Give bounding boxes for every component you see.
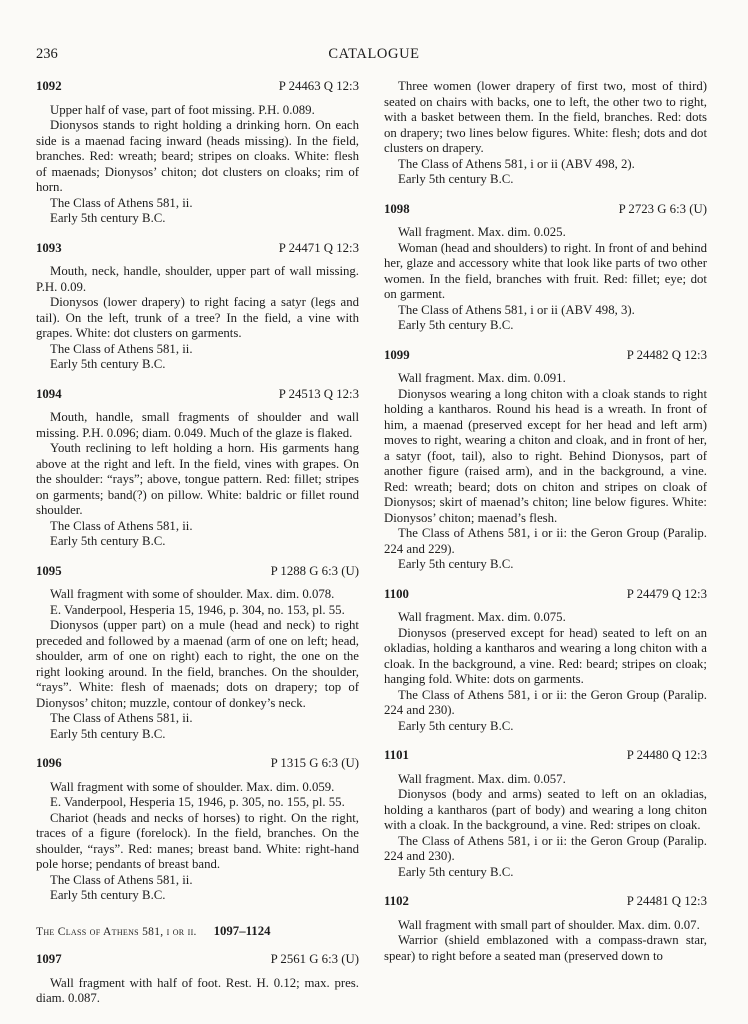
- left-column: [36, 79, 359, 1021]
- entry-header: [384, 587, 707, 603]
- inventory-reference: P 24479 Q 12:3: [626, 586, 707, 601]
- entry-number: 1092: [36, 79, 62, 93]
- entry-number: 1093: [36, 240, 62, 255]
- inventory-reference: P 2561 G 6:3 (U): [270, 952, 359, 966]
- entry-paragraph: Three women (lower drapery of first two, most of third) seated on chairs with backs, one to left, the other two to right, with a basket between them. In the field, branches. Red: dots on drapery; two lines below figures. White: flesh; dots and dot clusters on drapery.: [384, 79, 707, 155]
- running-title: CATALOGUE: [328, 46, 420, 62]
- entry-header: [36, 952, 359, 968]
- entry-paragraph: Early 5th century B.C.: [50, 726, 166, 741]
- entry-paragraph: Dionysos (upper part) on a mule (head and neck) to right preceded and followed by a maenad (arm of one on left; head, shoulder, arm of one on right) each to right, the one on the right looking around. In the field, branches. On the shoulder, “rays”. White: flesh of maenads; dots on drapery; top of Dionysos’ chiton; muzzle, contour of donkey’s neck.: [36, 618, 359, 710]
- entry-paragraph: Wall fragment with half of foot. Rest. H. 0.12; max. pres. diam. 0.087.: [36, 975, 359, 1005]
- entry-paragraph: Dionysos stands to right holding a drinking horn. On each side is a maenad facing inward (heads missing). In the field, branches. Red: wreath; beard; stripes on cloaks. White: flesh of maenads; Dionysos’ chiton; dot clusters on cloaks; rim of horn.: [36, 118, 359, 194]
- inventory-reference: P 24480 Q 12:3: [626, 748, 707, 762]
- left-entries: [36, 79, 359, 904]
- entry-header: [36, 241, 359, 257]
- entry-header: [36, 564, 359, 580]
- entry-paragraph: Dionysos (preserved except for head) seated to left on an okladias, holding a kantharos and wearing a long chiton with a cloak. In the background, a vine. Red: beard; stripes on cloak; hanging fold. White: dots on garments.: [384, 625, 707, 686]
- entry-header: [384, 202, 707, 218]
- entry-paragraph: E. Vanderpool, Hesperia 15, 1946, p. 305, no. 155, pl. 55.: [50, 795, 345, 809]
- inventory-reference: P 24513 Q 12:3: [278, 386, 359, 401]
- catalogue-entry: [36, 387, 359, 550]
- catalogue-entry: [36, 952, 359, 1007]
- entry-number: 1096: [36, 756, 62, 770]
- entry-paragraph: Chariot (heads and necks of horses) to right. On the right, traces of a figure (forelock). In the field, branches. On the shoulder, “rays”. Red: manes; breast band. White: right-hand pole horse; pendants of breast band.: [36, 810, 359, 871]
- inventory-reference: P 1315 G 6:3 (U): [270, 756, 359, 770]
- right-entries: [384, 202, 707, 965]
- entry-paragraph: Wall fragment with some of shoulder. Max. dim. 0.078.: [50, 587, 335, 601]
- entry-paragraph: Early 5th century B.C.: [50, 211, 166, 225]
- section-heading: [36, 924, 359, 941]
- inventory-reference: P 2723 G 6:3 (U): [618, 201, 707, 216]
- entry-paragraph: The Class of Athens 581, ii.: [50, 711, 193, 725]
- entry-number: 1095: [36, 563, 62, 578]
- entry-paragraph: The Class of Athens 581, ii.: [50, 341, 193, 356]
- right-column: [384, 79, 707, 978]
- entry-paragraph: Upper half of vase, part of foot missing. P.H. 0.089.: [50, 102, 315, 117]
- inventory-reference: P 24481 Q 12:3: [626, 894, 707, 908]
- entry-paragraph: Mouth, handle, small fragments of shoulder and wall missing. P.H. 0.096; diam. 0.049. Much of the glaze is flaked.: [36, 410, 359, 440]
- entry-paragraph: Early 5th century B.C.: [50, 357, 166, 371]
- catalogue-entry: [36, 79, 359, 227]
- section-title: The Class of Athens 581, i or ii.: [36, 925, 197, 938]
- entry-header: [36, 756, 359, 772]
- entry-paragraph: Youth reclining to left holding a horn. His garments hang above at the right and left. In the field, vines with grapes. On the shoulder: “rays”; above, tongue pattern. Red: fillet; stripes on garments; band(?) on pillow. White: baldric or fillet round shoulder.: [36, 441, 359, 517]
- entry-paragraph: Woman (head and shoulders) to right. In front of and behind her, glaze and accessory white that look like parts of two other women. In the field, branches with fruit. Red: fillet; eye; dot on garment.: [384, 240, 707, 301]
- entry-paragraph: The Class of Athens 581, i or ii: the Geron Group (Paralip. 224 and 230).: [384, 833, 707, 863]
- catalogue-entry: [384, 748, 707, 880]
- catalogue-entry: [36, 564, 359, 743]
- entry-paragraph: Dionysos wearing a long chiton with a cloak stands to right holding a kantharos. Round his head is a wreath. In front of him, a maenad (preserved except for her head and left arm) moves to right, wearing a chiton and cloak, and in front of her, a satyr (foot, tail), also to right. Behind Dionysos, part of another figure (raised arm), and in the background, a vine. Red: wreath; beard; dots on chiton and stripes on cloak of Dionysos; skirt of maenad’s chiton; line below figures. White: Dionysos’ chiton; maenad’s flesh.: [384, 386, 707, 525]
- entry-paragraph: Early 5th century B.C.: [398, 172, 514, 186]
- entry-number: 1097: [36, 952, 62, 966]
- inventory-reference: P 24471 Q 12:3: [278, 240, 359, 255]
- entry-header: [384, 348, 707, 364]
- entry-paragraph: The Class of Athens 581, i or ii: the Geron Group (Paralip. 224 and 229).: [384, 526, 707, 556]
- inventory-reference: P 1288 G 6:3 (U): [270, 563, 359, 578]
- entry-paragraph: Wall fragment. Max. dim. 0.057.: [398, 771, 566, 786]
- entry-paragraph: Wall fragment with some of shoulder. Max. dim. 0.059.: [50, 779, 335, 794]
- catalogue-entry: [36, 241, 359, 373]
- entry-number: 1098: [384, 201, 410, 216]
- entry-paragraph: Wall fragment. Max. dim. 0.075.: [398, 610, 566, 624]
- entry-paragraph: E. Vanderpool, Hesperia 15, 1946, p. 304, no. 153, pl. 55.: [50, 602, 345, 617]
- continued-entry: [384, 79, 707, 188]
- entry-number: 1099: [384, 347, 410, 362]
- entry-paragraph: Early 5th century B.C.: [398, 864, 514, 879]
- entry-paragraph: The Class of Athens 581, ii.: [50, 518, 193, 533]
- entry-paragraph: Wall fragment with small part of shoulder. Max. dim. 0.07.: [398, 917, 700, 932]
- entry-header: [384, 894, 707, 910]
- entry-paragraph: Wall fragment. Max. dim. 0.025.: [398, 225, 566, 239]
- catalogue-entry: [36, 756, 359, 904]
- entry-paragraph: Early 5th century B.C.: [398, 557, 514, 571]
- entry-header: [384, 748, 707, 764]
- entry-number: 1102: [384, 894, 409, 908]
- catalogue-entry: [384, 587, 707, 735]
- entry-paragraph: Early 5th century B.C.: [50, 888, 166, 902]
- entry-paragraph: The Class of Athens 581, i or ii (ABV 498, 3).: [398, 302, 635, 317]
- catalogue-entry: [384, 348, 707, 573]
- entry-paragraph: Warrior (shield emblazoned with a compass-drawn star, spear) to right before a seated man (preserved down to: [384, 933, 707, 963]
- entry-paragraph: The Class of Athens 581, i or ii: the Geron Group (Paralip. 224 and 230).: [384, 687, 707, 717]
- entry-paragraph: The Class of Athens 581, i or ii (ABV 498, 2).: [398, 156, 635, 171]
- entry-paragraph: Wall fragment. Max. dim. 0.091.: [398, 371, 566, 385]
- catalogue-entry: [384, 202, 707, 334]
- entry-paragraph: Early 5th century B.C.: [50, 534, 166, 548]
- inventory-reference: P 24482 Q 12:3: [626, 347, 707, 362]
- catalogue-entry: [384, 894, 707, 964]
- entry-number: 1094: [36, 386, 62, 401]
- entry-header: [36, 387, 359, 403]
- entry-paragraph: The Class of Athens 581, ii.: [50, 195, 193, 210]
- inventory-reference: P 24463 Q 12:3: [278, 79, 359, 93]
- entry-paragraph: The Class of Athens 581, ii.: [50, 872, 193, 887]
- entry-paragraph: Dionysos (lower drapery) to right facing a satyr (legs and tail). On the left, trunk of a tree? In the field, a vine with grapes. White: dot clusters on garments.: [36, 295, 359, 340]
- left-after-section: [36, 952, 359, 1007]
- entry-paragraph: Dionysos (body and arms) seated to left on an okladias, holding a kantharos (part of body) and wearing a long chiton with a cloak. In the background, a vine. Red: stripes on cloak.: [384, 787, 707, 832]
- entry-paragraph: Early 5th century B.C.: [398, 718, 514, 733]
- entry-number: 1101: [384, 748, 409, 762]
- entry-paragraph: Early 5th century B.C.: [398, 318, 514, 332]
- entry-header: [36, 79, 359, 95]
- section-range: 1097–1124: [213, 923, 271, 938]
- entry-number: 1100: [384, 586, 409, 601]
- entry-paragraph: Mouth, neck, handle, shoulder, upper part of wall missing. P.H. 0.09.: [36, 264, 359, 294]
- page-number: 236: [36, 46, 58, 62]
